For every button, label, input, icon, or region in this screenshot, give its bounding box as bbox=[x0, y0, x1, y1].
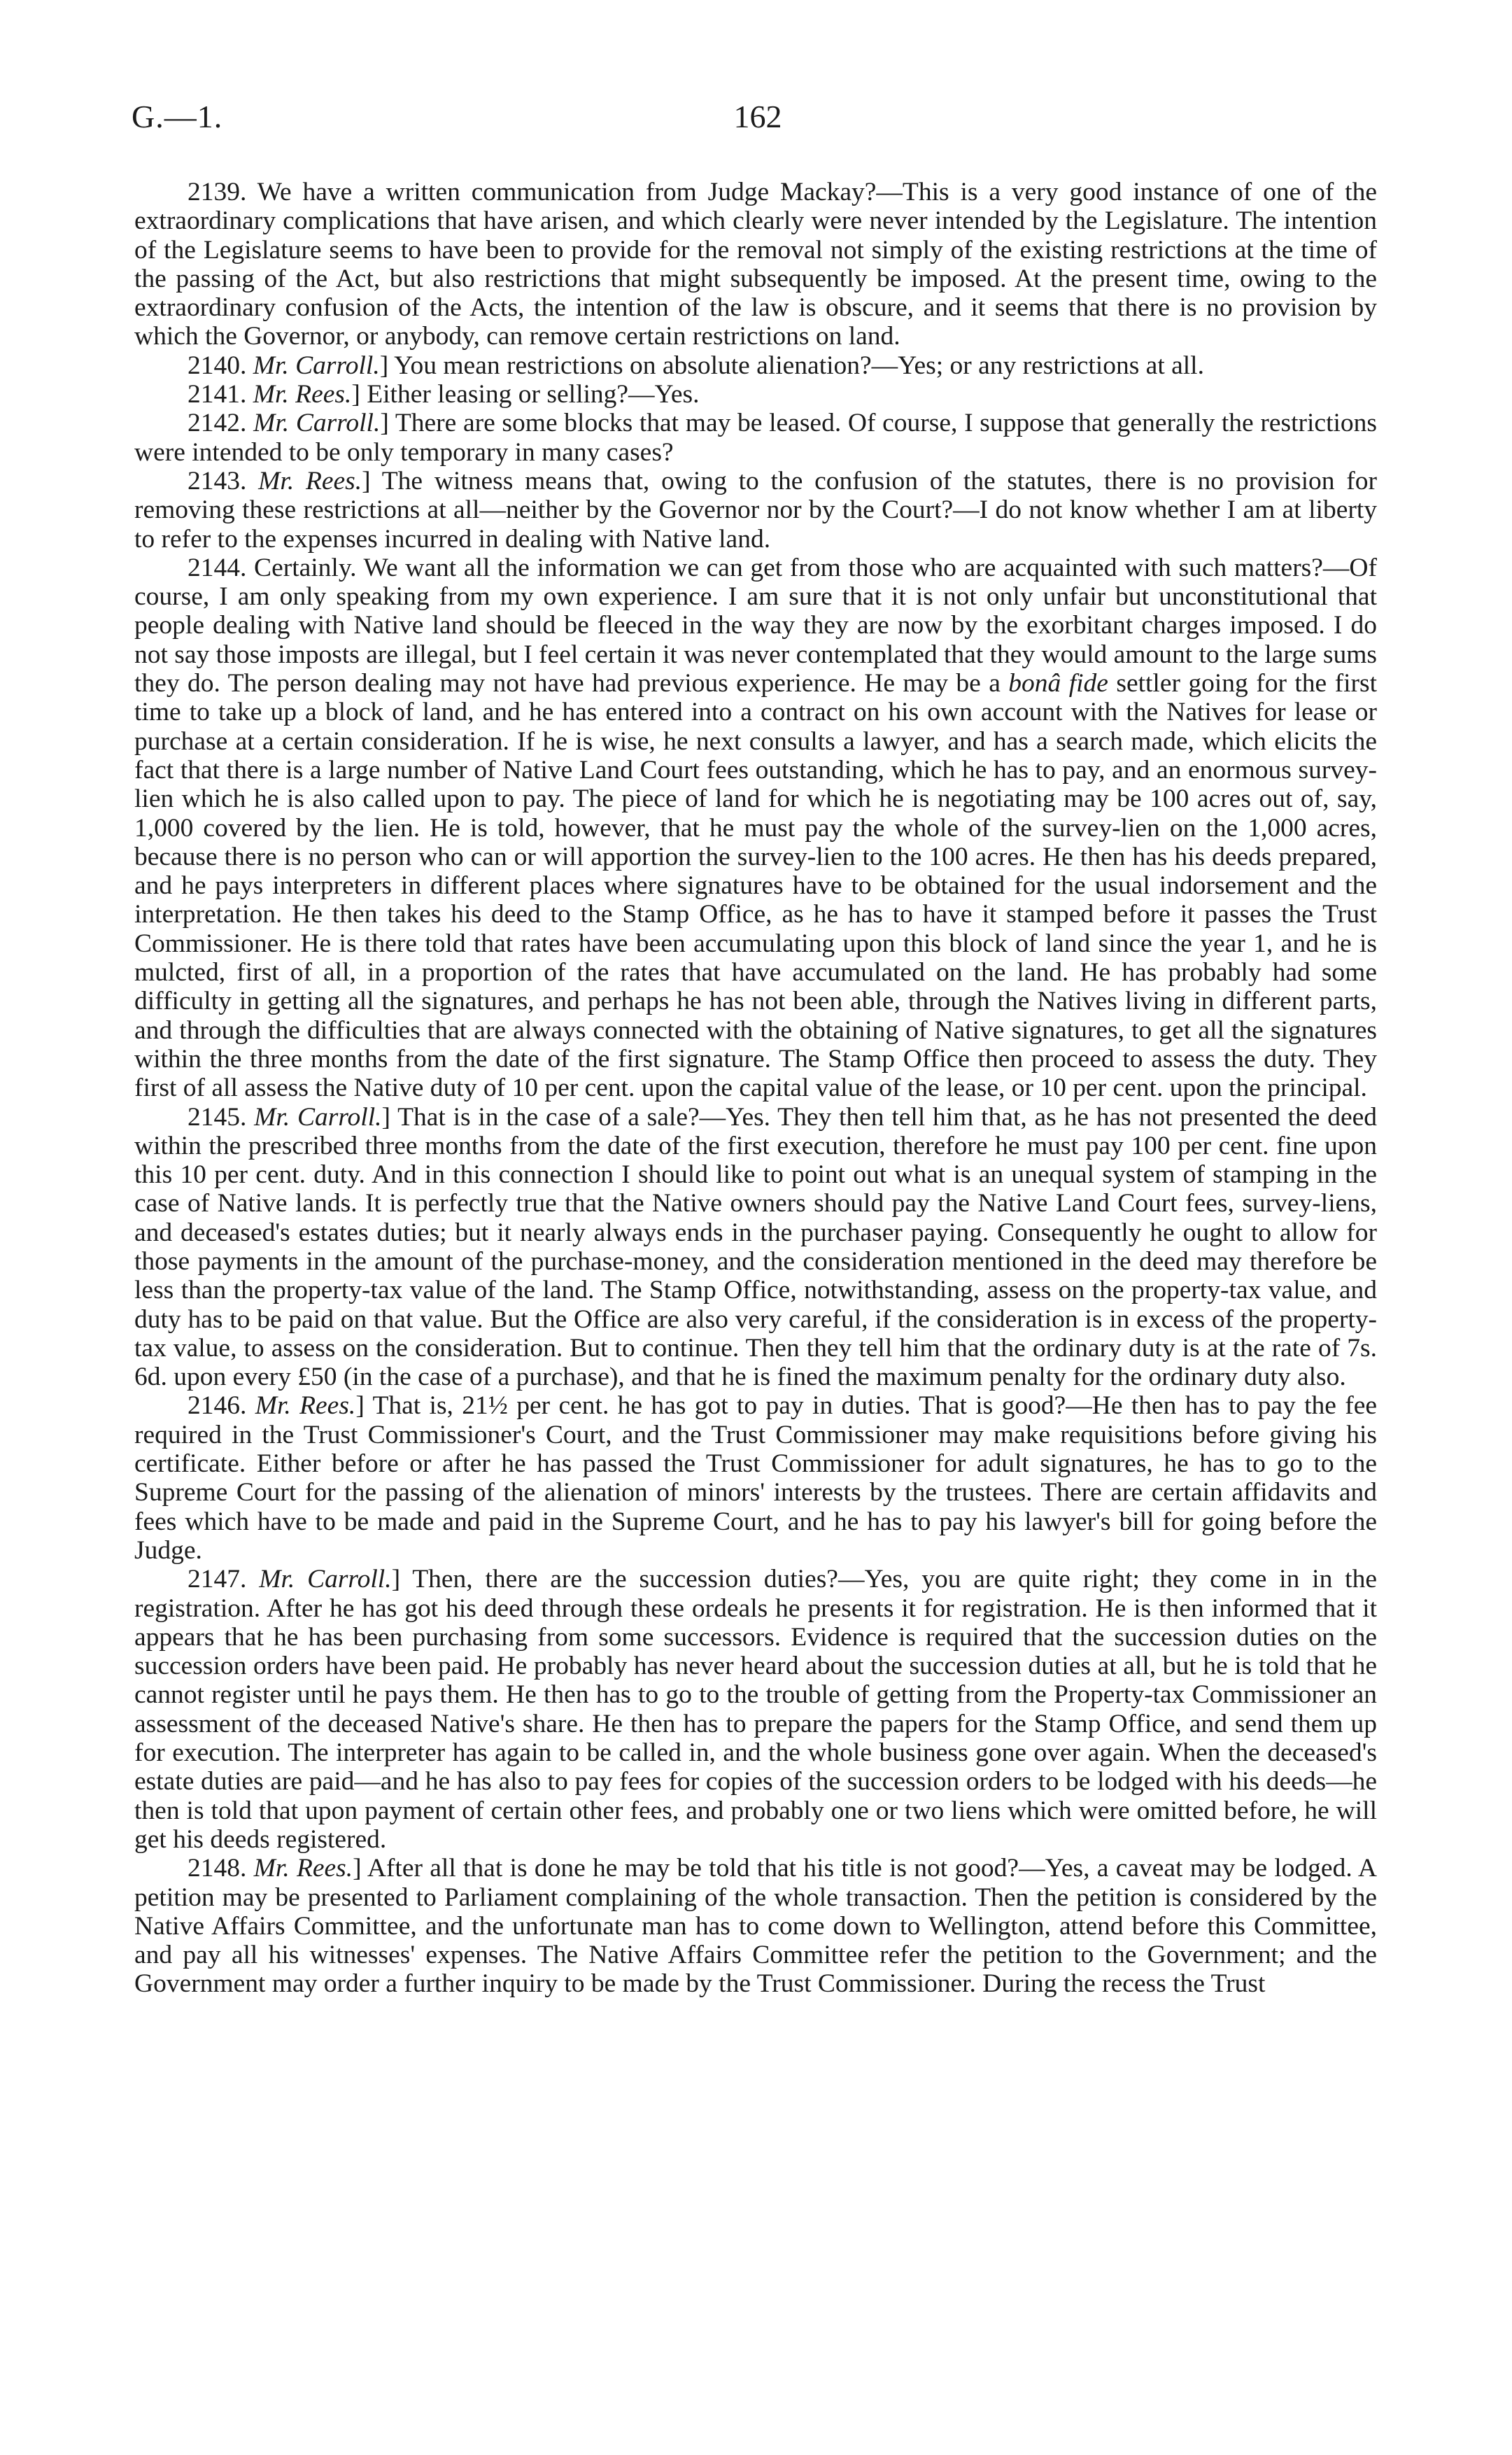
question-number: 2147. bbox=[188, 1565, 260, 1594]
question-number: 2141. bbox=[188, 380, 253, 409]
speaker-name: Mr. Rees. bbox=[258, 466, 362, 495]
question-number: 2146. bbox=[188, 1391, 255, 1421]
speaker-name: Mr. Carroll. bbox=[259, 1565, 392, 1594]
speaker-name: Mr. Rees. bbox=[255, 1391, 356, 1421]
paragraph-text: ] There are some blocks that may be leased. Of course, I suppose that generally the restrictions were intended to be only temporary in many cases? bbox=[134, 409, 1378, 467]
speaker-name: Mr. Rees. bbox=[253, 380, 352, 409]
paragraph-text: ] After all that is done he may be told that his title is not good?—Yes, a caveat may be lodged. A petition may be presented to Parliament complaining of the whole transaction. Then the petition is considered by the Native Affairs Committee, and the unfortunate man has to come down to Wellington, attend before this Committee, and pay all his witnesses' expenses. The Native Affairs Committee refer the petition to the Government; and the Government may order a further inquiry to be made by the Trust Commissioner. During the recess the Trust bbox=[134, 1854, 1377, 1999]
question-number: 2143. bbox=[188, 466, 259, 495]
paragraph-2147 bbox=[134, 1565, 1377, 1854]
paragraph-text: ] You mean restrictions on absolute alienation?—Yes; or any restrictions at all. bbox=[379, 351, 1204, 380]
page-number: 162 bbox=[733, 99, 782, 134]
paragraph-2145 bbox=[134, 1103, 1377, 1392]
testimony-body bbox=[134, 178, 1377, 1999]
paragraph-2140 bbox=[134, 351, 1377, 380]
paragraph-2144 bbox=[134, 554, 1377, 1103]
paragraph-2141 bbox=[134, 380, 1377, 409]
speaker-name: Mr. Carroll. bbox=[253, 409, 381, 438]
paragraph-2142 bbox=[134, 409, 1377, 467]
paragraph-text: settler going for the first time to take up a block of land, and he has entered into a contract on his own account with the Natives for lease or purchase at a certain consideration. If he is wise, he next consults a lawyer, and has a search made, which elicits the fact that there is a large number of Native Land Court fees outstanding, which he has to pay, and an enormous survey-lien which he is also called upon to pay. The piece of land for which he is negotiating may be 100 acres out of, say, 1,000 covered by the lien. He is told, however, that he must pay the whole of the survey-lien on the 1,000 acres, because there is no person who can or will apportion the survey-lien to the 100 acres. He then has his deeds prepared, and he pays interpreters in different places where signatures have to be obtained for the usual indorsement and the interpretation. He then takes his deed to the Stamp Office, as he has to have it stamped before it passes the Trust Commissioner. He is there told that rates have been accumulating upon this block of land since the year 1, and he is mulcted, first of all, in a proportion of the rates that have accumulated on the land. He has probably had some difficulty in getting all the signatures, and perhaps he has not been able, through the Natives living in different parts, and through the difficulties that are always connected with the obtaining of Native signatures, to get all the signatures within the three months from the date of the first signature. The Stamp Office then proceed to assess the duty. They first of all assess the Native duty of 10 per cent. upon the capital value of the lease, or 10 per cent. upon the principal. bbox=[134, 669, 1377, 1103]
speaker-name: Mr. Carroll. bbox=[254, 1102, 382, 1132]
paragraph-2148 bbox=[134, 1854, 1377, 1998]
speaker-name: Mr. Carroll. bbox=[253, 351, 380, 380]
question-number: 2140. bbox=[188, 351, 253, 380]
paragraph-text: ] That is in the case of a sale?—Yes. They then tell him that, as he has not presented the deed within the prescribed three months from the date of the first execution, therefore he must pay 100 per cent. fine upon this 10 per cent. duty. And in this connection I should like to point out what is an unequal system of stamping in the case of Native lands. It is perfectly true that the Native owners should pay the Native Land Court fees, survey-liens, and deceased's estates duties; but it nearly always ends in the purchaser paying. Consequently he ought to allow for those payments in the amount of the purchase-money, and the consideration mentioned in the deed may therefore be less than the property-tax value of the land. The Stamp Office, notwithstanding, assess on the property-tax value, and duty has to be paid on that value. But the Office are also very careful, if the consideration is in excess of the property-tax value, to assess on the consideration. But to continue. Then they tell him that the ordinary duty is at the rate of 7s. 6d. upon every £50 (in the case of a purchase), and that he is fined the maximum penalty for the ordinary duty also. bbox=[134, 1102, 1378, 1392]
speaker-name: Mr. Rees. bbox=[253, 1854, 353, 1883]
question-number: 2145. bbox=[188, 1102, 255, 1132]
italic-phrase: bonâ fide bbox=[1008, 669, 1108, 698]
paragraph-2146 bbox=[134, 1391, 1377, 1565]
paragraph-2143 bbox=[134, 467, 1377, 554]
paragraph-2139 bbox=[134, 178, 1377, 351]
question-number: 2142. bbox=[188, 409, 254, 438]
paragraph-text: ] The witness means that, owing to the confusion of the statutes, there is no provision for removing these restrictions at all—neither by the Governor nor by the Court?—I do not know whether I am at liberty to refer to the expenses incurred in dealing with Native land. bbox=[134, 466, 1378, 554]
paragraph-text: 2144. Certainly. We want all the information we can get from those who are acquainted with such matters?—Of course, I am only speaking from my own experience. I am sure that it is not only unfair but unconstitutional that people dealing with Native land should be fleeced in the way they are now by the exorbitant charges imposed. I do not say those imposts are illegal, but I feel certain it was never contemplated that they would amount to the large sums they do. The person dealing may not have had previous experience. He may be a bbox=[134, 553, 1377, 698]
paragraph-text: ] That is, 21½ per cent. he has got to pay in duties. That is good?—He then has to pay the fee required in the Trust Commissioner's Court, and the Trust Commissioner may make requisitions before giving his certificate. Either before or after he has passed the Trust Commissioner for adult signatures, he has to go to the Supreme Court for the passing of the alienation of minors' interests by the trustees. There are certain affidavits and fees which have to be made and paid in the Supreme Court, and he has to pay his lawyer's bill for going before the Judge. bbox=[134, 1391, 1378, 1565]
document-reference: G.—1. bbox=[132, 99, 223, 134]
page-header bbox=[132, 98, 1384, 154]
paragraph-text: ] Either leasing or selling?—Yes. bbox=[351, 380, 700, 409]
paragraph-text: 2139. We have a written communication from Judge Mackay?—This is a very good instance of one of the extraordinary complications that have arisen, and which clearly were never intended by the Legislature. The intention of the Legislature seems to have been to provide for the removal not simply of the existing restrictions at the time of the passing of the Act, but also restrictions that might subsequently be imposed. At the present time, owing to the extraordinary confusion of the Acts, the intention of the law is obscure, and it seems that there is no provision by which the Governor, or anybody, can remove certain restrictions on land. bbox=[134, 178, 1377, 351]
paragraph-text: ] Then, there are the succession duties?—Yes, you are quite right; they come in in the registration. After he has got his deed through these ordeals he presents it for registration. He is then informed that it appears that he has been purchasing from some successors. Evidence is required that the succession duties on the succession orders have been paid. He probably has never heard about the succession duties at all, but he is told that he cannot register until he pays them. He then has to go to the trouble of getting from the Property-tax Commissioner an assessment of the deceased Native's share. He then has to prepare the papers for the Stamp Office, and send them up for execution. The interpreter has again to be called in, and the whole business gone over again. When the deceased's estate duties are paid—and he has also to pay fees for copies of the succession orders to be lodged with his deeds—he then is told that upon payment of certain other fees, and probably one or two liens which were omitted before, he will get his deeds registered. bbox=[134, 1565, 1377, 1854]
question-number: 2148. bbox=[188, 1854, 254, 1883]
